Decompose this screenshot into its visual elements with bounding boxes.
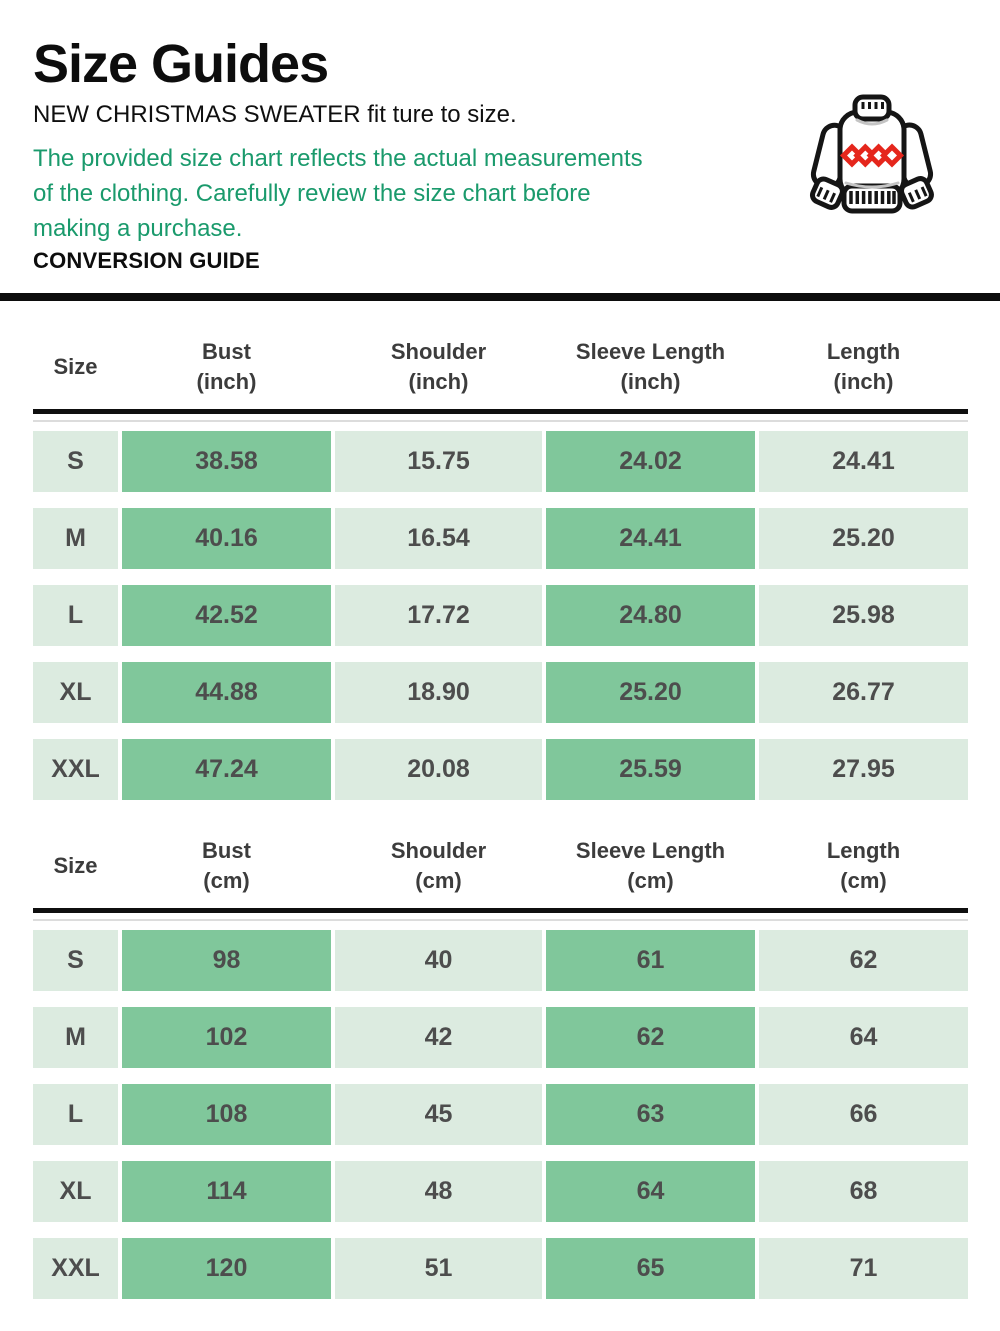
conversion-tables [0,301,1000,1299]
header-rule [33,908,968,913]
measure-value-cell: 64 [759,1007,968,1068]
measure-value-cell: 45 [335,1084,542,1145]
measure-value-cell: 27.95 [759,739,968,800]
description-line: The provided size chart reflects the actual measurements [33,145,643,172]
size-row-xxl [33,1238,968,1299]
size-row-xl [33,662,968,723]
size-label-cell: S [33,930,118,991]
size-label-cell: L [33,585,118,646]
size-label-cell: XL [33,1161,118,1222]
measure-value-cell: 108 [122,1084,331,1145]
size-row-m [33,1007,968,1068]
christmas-sweater-icon [806,94,938,226]
measure-value-cell: 16.54 [335,508,542,569]
measure-value-cell: 61 [546,930,755,991]
size-table-cm [33,800,968,1299]
measure-value-cell: 51 [335,1238,542,1299]
size-column-header: Size [53,354,98,379]
size-row-l [33,585,968,646]
description-line: of the clothing. Carefully review the size chart before [33,180,591,207]
measure-value-cell: 25.98 [759,585,968,646]
measure-value-cell: 102 [122,1007,331,1068]
header-subrule [33,420,968,422]
measure-column-header: Bust (cm) [202,838,251,893]
measure-value-cell: 66 [759,1084,968,1145]
size-row-l [33,1084,968,1145]
header-subrule [33,919,968,921]
measure-column-header: Sleeve Length (inch) [575,339,726,394]
measure-value-cell: 25.20 [759,508,968,569]
section-divider-bar [0,293,1000,301]
measure-column-header: Length (inch) [826,339,901,394]
measure-column-header: Length (cm) [826,838,901,893]
size-row-s [33,431,968,492]
measure-value-cell: 98 [122,930,331,991]
measure-value-cell: 24.02 [546,431,755,492]
size-label-cell: XXL [33,1238,118,1299]
measure-column-header: Sleeve Length (cm) [575,838,726,893]
measure-value-cell: 42 [335,1007,542,1068]
table-body-cm [33,930,968,1299]
size-row-xxl [33,739,968,800]
size-label-cell: XL [33,662,118,723]
table-header-row-inch [33,301,968,409]
measure-value-cell: 38.58 [122,431,331,492]
measure-value-cell: 24.41 [546,508,755,569]
header-section [0,0,1000,275]
page-title: Size Guides [33,34,329,94]
measure-value-cell: 64 [546,1161,755,1222]
measure-value-cell: 25.59 [546,739,755,800]
measure-value-cell: 44.88 [122,662,331,723]
size-row-m [33,508,968,569]
measure-value-cell: 63 [546,1084,755,1145]
size-column-header: Size [53,853,98,878]
size-table-inch [33,301,968,800]
measure-value-cell: 25.20 [546,662,755,723]
size-label-cell: S [33,431,118,492]
measure-value-cell: 24.41 [759,431,968,492]
table-body-inch [33,431,968,800]
measure-value-cell: 114 [122,1161,331,1222]
measure-value-cell: 71 [759,1238,968,1299]
measure-value-cell: 18.90 [335,662,542,723]
measure-column-header: Shoulder (cm) [390,838,487,893]
conversion-guide-label: CONVERSION GUIDE [33,248,260,273]
measure-value-cell: 42.52 [122,585,331,646]
description-line: making a purchase. [33,215,243,242]
measure-value-cell: 65 [546,1238,755,1299]
measure-value-cell: 47.24 [122,739,331,800]
measure-value-cell: 62 [759,930,968,991]
header-rule [33,409,968,414]
size-label-cell: XXL [33,739,118,800]
measure-value-cell: 120 [122,1238,331,1299]
size-row-xl [33,1161,968,1222]
measure-column-header: Bust (inch) [196,339,257,394]
measure-value-cell: 40 [335,930,542,991]
measure-value-cell: 62 [546,1007,755,1068]
measure-value-cell: 26.77 [759,662,968,723]
measure-value-cell: 15.75 [335,431,542,492]
size-row-s [33,930,968,991]
size-label-cell: L [33,1084,118,1145]
size-label-cell: M [33,1007,118,1068]
measure-value-cell: 17.72 [335,585,542,646]
measure-value-cell: 48 [335,1161,542,1222]
measure-column-header: Shoulder (inch) [390,339,487,394]
table-header-row-cm [33,800,968,908]
size-label-cell: M [33,508,118,569]
fit-note: NEW CHRISTMAS SWEATER fit ture to size. [33,101,517,128]
measure-value-cell: 68 [759,1161,968,1222]
measure-value-cell: 40.16 [122,508,331,569]
measure-value-cell: 24.80 [546,585,755,646]
measure-value-cell: 20.08 [335,739,542,800]
